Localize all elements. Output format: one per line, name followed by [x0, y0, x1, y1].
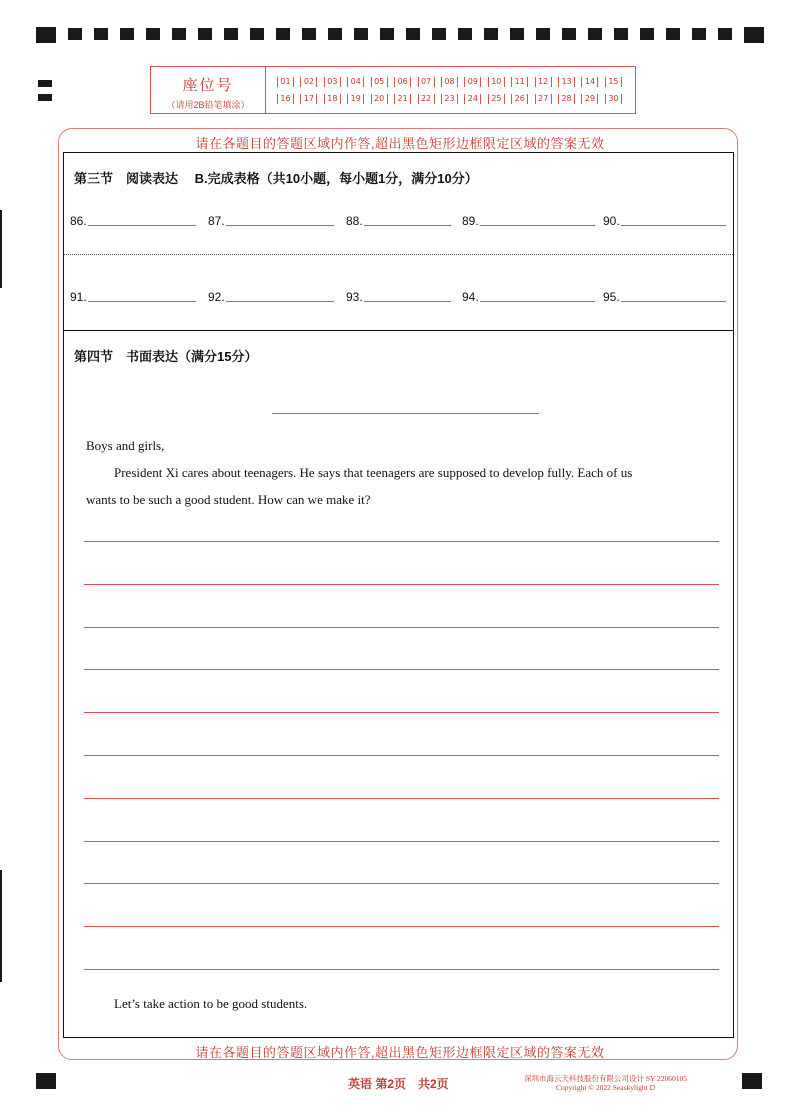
seat-bubble-05[interactable]: 05 [371, 77, 388, 87]
essay-title-line[interactable] [272, 413, 539, 414]
timing-block [302, 28, 316, 40]
essay-writing-line[interactable] [84, 755, 719, 756]
timing-block [120, 28, 134, 40]
seat-number-box [150, 66, 636, 114]
answer-line[interactable] [621, 301, 726, 302]
timing-block [484, 28, 498, 40]
question-number: 91. [70, 290, 87, 304]
seat-bubble-13[interactable]: 13 [558, 77, 575, 87]
corner-mark-bottom-right [742, 1073, 762, 1089]
question-number: 87. [208, 214, 225, 228]
seat-bubble-21[interactable]: 21 [394, 94, 411, 104]
seat-bubble-14[interactable]: 14 [581, 77, 598, 87]
timing-block [224, 28, 238, 40]
question-number: 95. [603, 290, 620, 304]
question-number: 90. [603, 214, 620, 228]
corner-mark-bottom-left [36, 1073, 56, 1089]
essay-writing-line[interactable] [84, 712, 719, 713]
seat-bubble-27[interactable]: 27 [535, 94, 552, 104]
seat-bubble-15[interactable]: 15 [605, 77, 622, 87]
timing-block [666, 28, 680, 40]
seat-bubble-25[interactable]: 25 [488, 94, 505, 104]
edge-mark-2 [0, 870, 2, 982]
answer-blank-88[interactable] [346, 210, 451, 228]
warning-bottom: 请在各题目的答题区域内作答,超出黑色矩形边框限定区域的答案无效 [195, 1045, 605, 1060]
seat-label-text: 座位号 [182, 77, 234, 94]
seat-row-2 [277, 94, 622, 108]
seat-bubble-17[interactable]: 17 [300, 94, 317, 104]
timing-block [458, 28, 472, 40]
side-mark-2 [38, 94, 52, 101]
timing-block [68, 28, 82, 40]
seat-bubble-28[interactable]: 28 [558, 94, 575, 104]
designer-credit: 深圳市海云天科技股份有限公司设计 SY 22060105 [524, 1074, 688, 1083]
corner-mark-top-right [744, 27, 764, 43]
seat-bubble-08[interactable]: 08 [441, 77, 458, 87]
seat-label [151, 67, 266, 113]
timing-block [692, 28, 706, 40]
essay-writing-line[interactable] [84, 584, 719, 585]
answer-line[interactable] [364, 225, 451, 226]
essay-paragraph-line-2: wants to be such a good student. How can we make it? [86, 492, 371, 507]
seat-row-1 [277, 77, 622, 91]
answer-blank-94[interactable] [462, 286, 595, 304]
essay-writing-line[interactable] [84, 798, 719, 799]
timing-block [588, 28, 602, 40]
answer-line[interactable] [226, 301, 334, 302]
seat-bubble-24[interactable]: 24 [464, 94, 481, 104]
timing-block [276, 28, 290, 40]
question-number: 86. [70, 214, 87, 228]
timing-block [354, 28, 368, 40]
answer-blank-92[interactable] [208, 286, 334, 304]
edge-mark-1 [0, 210, 2, 288]
corner-mark-top-left [36, 27, 56, 43]
answer-blank-89[interactable] [462, 210, 595, 228]
seat-bubble-26[interactable]: 26 [511, 94, 528, 104]
question-number: 88. [346, 214, 363, 228]
timing-block [718, 28, 732, 40]
timing-block [640, 28, 654, 40]
answer-line[interactable] [621, 225, 726, 226]
seat-bubble-03[interactable]: 03 [324, 77, 341, 87]
timing-block [380, 28, 394, 40]
seat-bubble-16[interactable]: 16 [277, 94, 294, 104]
seat-bubble-04[interactable]: 04 [347, 77, 364, 87]
seat-bubble-02[interactable]: 02 [300, 77, 317, 87]
answer-blank-90[interactable] [603, 210, 726, 228]
timing-block [614, 28, 628, 40]
timing-block [94, 28, 108, 40]
seat-bubble-20[interactable]: 20 [371, 94, 388, 104]
timing-block [328, 28, 342, 40]
question-number: 92. [208, 290, 225, 304]
seat-bubble-12[interactable]: 12 [535, 77, 552, 87]
timing-block [536, 28, 550, 40]
question-number: 94. [462, 290, 479, 304]
answer-blank-93[interactable] [346, 286, 451, 304]
essay-writing-line[interactable] [84, 541, 719, 542]
section-divider [64, 330, 733, 331]
seat-bubble-19[interactable]: 19 [347, 94, 364, 104]
timing-block [406, 28, 420, 40]
seat-bubble-23[interactable]: 23 [441, 94, 458, 104]
question-number: 89. [462, 214, 479, 228]
essay-writing-line[interactable] [84, 926, 719, 927]
answer-blank-91[interactable] [70, 286, 196, 304]
answer-line[interactable] [88, 301, 196, 302]
essay-closing: Let’s take action to be good students. [114, 996, 308, 1011]
answer-line[interactable] [364, 301, 451, 302]
section4-title: 第四节 书面表达（满分15分） [74, 349, 258, 364]
essay-paragraph-line-1: President Xi cares about teenagers. He says that teenagers are supposed to develop fully. Each of us [114, 465, 633, 480]
timing-block [432, 28, 446, 40]
essay-writing-line[interactable] [84, 883, 719, 884]
timing-block [250, 28, 264, 40]
section3-title: 第三节 阅读表达 B.完成表格（共10小题，每小题1分，满分10分） [74, 171, 478, 186]
seat-bubble-11[interactable]: 11 [511, 77, 528, 87]
seat-bubble-29[interactable]: 29 [581, 94, 598, 104]
seat-bubble-22[interactable]: 22 [418, 94, 435, 104]
seat-bubble-07[interactable]: 07 [418, 77, 435, 87]
seat-bubble-06[interactable]: 06 [394, 77, 411, 87]
answer-area-inner-frame [63, 152, 734, 1038]
copyright [524, 1074, 687, 1092]
seat-bubble-18[interactable]: 18 [324, 94, 341, 104]
seat-bubble-10[interactable]: 10 [488, 77, 505, 87]
seat-bubble-30[interactable]: 30 [605, 94, 622, 104]
seat-bubble-grid [277, 77, 622, 111]
essay-writing-line[interactable] [84, 627, 719, 628]
answer-line[interactable] [226, 225, 334, 226]
timing-block [562, 28, 576, 40]
essay-writing-line[interactable] [84, 669, 719, 670]
answer-line[interactable] [480, 225, 595, 226]
answer-blank-95[interactable] [603, 286, 726, 304]
timing-block [510, 28, 524, 40]
essay-writing-line[interactable] [84, 841, 719, 842]
question-number: 93. [346, 290, 363, 304]
answer-line[interactable] [480, 301, 595, 302]
section-divider-dotted [64, 254, 733, 255]
essay-greeting: Boys and girls, [86, 438, 165, 453]
timing-block [198, 28, 212, 40]
timing-block [146, 28, 160, 40]
timing-block [172, 28, 186, 40]
seat-bubble-01[interactable]: 01 [277, 77, 294, 87]
answer-blank-87[interactable] [208, 210, 334, 228]
answer-blank-86[interactable] [70, 210, 196, 228]
timing-marks [36, 28, 764, 40]
side-mark-1 [38, 80, 52, 87]
essay-writing-line[interactable] [84, 969, 719, 970]
copyright-text: Copyright © 2022 Seaskylight D [556, 1083, 656, 1092]
seat-hint: （请用2B铅笔填涂） [166, 100, 250, 110]
warning-top: 请在各题目的答题区域内作答,超出黑色矩形边框限定区域的答案无效 [195, 136, 605, 151]
page-number: 英语 第2页 共2页 [348, 1077, 449, 1091]
answer-line[interactable] [88, 225, 196, 226]
seat-bubble-09[interactable]: 09 [464, 77, 481, 87]
